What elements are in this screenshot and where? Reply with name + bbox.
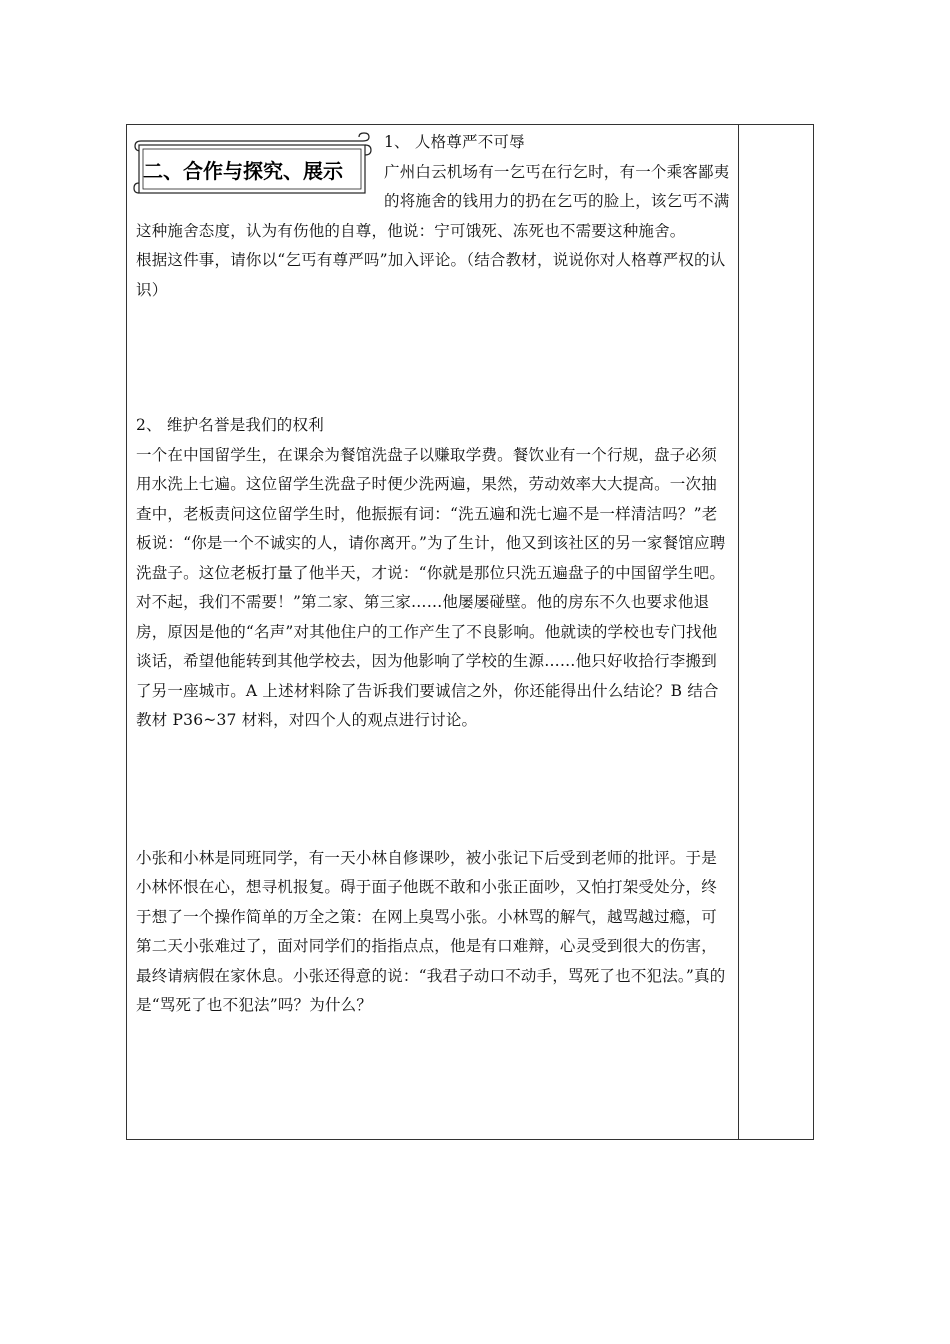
- notes-column-divider: [738, 124, 739, 1140]
- part2-story: 一个在中国留学生，在课余为餐馆洗盘子以赚取学费。餐饮业有一个行规，盘子必须用水洗上七遍。这位留学生洗盘子时便少洗两遍，果然，劳动效率大大提高。一次抽查中，老板责问这位留学生时，他振振有词：“洗五遍和洗七遍不是一样清洁吗？”老板说：“你是一个不诚实的人，请你离开。”为了生计，他又到该社区的另一家餐馆应聘洗盘子。这位老板打量了他半天，才说：“你就是那位只洗五遍盘子的中国留学生吧。对不起，我们不需要！”第二家、第三家……他屡屡碰壁。他的房东不久也要求他退房，原因是他的“名声”对其他住户的工作产生了不良影响。他就读的学校也专门找他谈话，希望他能转到其他学校去，因为他影响了学校的生源……他只好收拾行李搬到了另一座城市。A 上述材料除了告诉我们要诚信之外，你还能得出什么结论？B 结合教材 P36~37 材料，对四个人的观点进行讨论。: [136, 445, 726, 729]
- part1-prompt: 根据这件事，请你以“乞丐有尊严吗”加入评论。（结合教材，说说你对人格尊严权的认识）: [136, 251, 726, 299]
- answer-space-1: [136, 305, 732, 411]
- banner-spacer: [136, 128, 384, 212]
- part2-heading: 2、 维护名誉是我们的权利: [136, 416, 324, 434]
- section-title: 二、合作与探究、展示: [143, 159, 343, 183]
- part1-heading: 1、 人格尊严不可辱: [384, 133, 525, 151]
- worksheet-content: [136, 128, 732, 1021]
- part3-story: 小张和小林是同班同学，有一天小林自修课吵，被小张记下后受到老师的批评。于是小林怀恨在心，想寻机报复。碍于面子他既不敢和小张正面吵，又怕打架受处分，终于想了一个操作简单的万全之策：在网上臭骂小张。小林骂的解气，越骂越过瘾，可第二天小张难过了，面对同学们的指指点点，他是有口难辩，心灵受到很大的伤害，最终请病假在家休息。小张还得意的说：“我君子动口不动手，骂死了也不犯法。”真的是“骂死了也不犯法”吗？为什么？: [136, 848, 726, 1014]
- answer-space-2: [136, 736, 732, 844]
- part1-story: 广州白云机场有一乞丐在行乞时，有一个乘客鄙夷的将施舍的钱用力的扔在乞丐的脸上，该乞丐不满这种施舍态度，认为有伤他的自尊，他说：宁可饿死、冻死也不需要这种施舍。: [136, 162, 730, 240]
